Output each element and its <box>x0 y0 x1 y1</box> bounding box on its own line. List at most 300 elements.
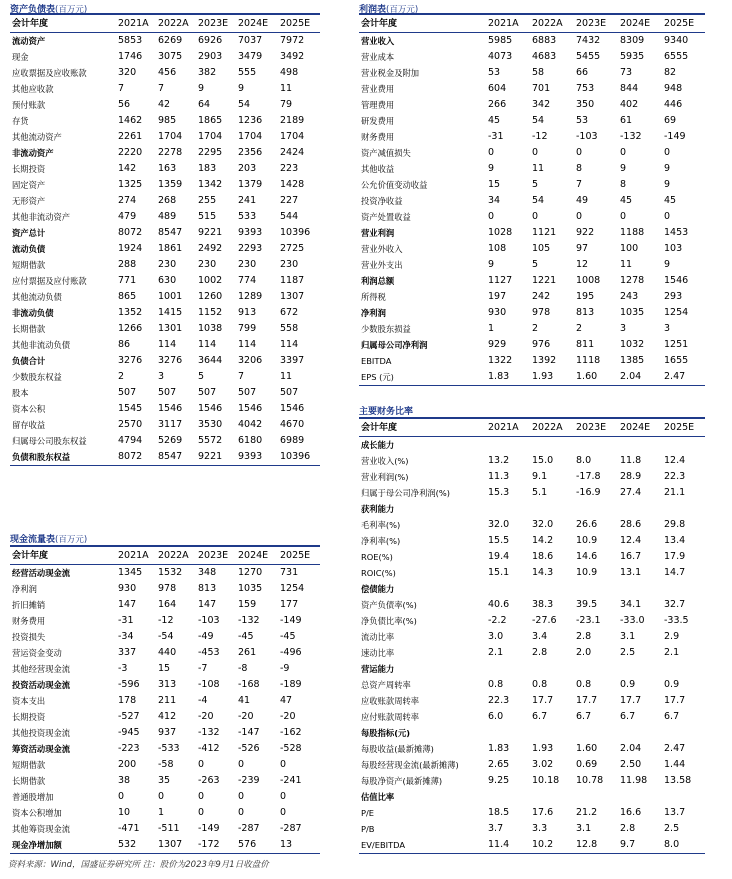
header-year: 2022A <box>532 14 576 33</box>
row-value: 9 <box>488 259 495 270</box>
row-value: 230 <box>280 259 299 270</box>
row-value: 2725 <box>280 243 305 254</box>
income-statement-table <box>359 13 705 386</box>
header-label: 会计年度 <box>359 418 488 437</box>
row-value: 2 <box>118 371 125 382</box>
row-value: 978 <box>532 307 551 318</box>
row-value: -20 <box>280 711 296 722</box>
row-value: 114 <box>198 339 217 350</box>
row-value: 21.1 <box>664 487 686 498</box>
row-value: 507 <box>238 387 257 398</box>
row-value: 7972 <box>280 35 305 46</box>
row-value: 32.0 <box>488 519 510 530</box>
row-value: 8072 <box>118 227 143 238</box>
table-row <box>10 129 320 145</box>
row-value: 8309 <box>620 35 645 46</box>
row-value: 2 <box>532 323 539 334</box>
row-value: 320 <box>118 67 137 78</box>
row-value: -27.6 <box>532 615 557 626</box>
row-value: 28.6 <box>620 519 642 530</box>
row-value: 2903 <box>198 51 223 62</box>
row-value: 45 <box>664 195 677 206</box>
row-label: 营业收入 <box>361 36 395 46</box>
table-row <box>359 693 705 709</box>
row-value: 1270 <box>238 567 263 578</box>
row-label: 股本 <box>12 388 29 398</box>
row-value: 13.58 <box>664 775 692 786</box>
row-value: 12.8 <box>576 837 620 854</box>
row-value: 42 <box>158 99 171 110</box>
row-value: 13.1 <box>620 567 642 578</box>
row-value: -533 <box>158 743 180 754</box>
table-row <box>10 33 320 50</box>
row-value <box>664 437 705 454</box>
row-value: 3397 <box>280 355 305 366</box>
row-value: 1236 <box>238 115 263 126</box>
row-label: 折旧摊销 <box>12 600 46 610</box>
row-value: 163 <box>158 163 177 174</box>
row-value: 5.1 <box>532 487 548 498</box>
row-value: 2.8 <box>576 631 592 642</box>
row-value: 1266 <box>118 323 143 334</box>
row-value: 544 <box>280 211 299 222</box>
table-row <box>10 417 320 433</box>
header-year: 2021A <box>118 14 158 33</box>
row-value: 1008 <box>576 275 601 286</box>
table-row <box>359 533 705 549</box>
balance-sheet-title-text: 资产负债表 <box>10 5 56 15</box>
row-value: 0 <box>238 791 245 802</box>
row-value: 9.25 <box>488 775 510 786</box>
table-row <box>359 837 705 854</box>
header-year: 2023E <box>198 546 238 565</box>
balance-sheet-grid <box>10 13 320 466</box>
row-value: 54 <box>238 99 251 110</box>
row-value <box>488 789 532 805</box>
row-label: 资本公积 <box>12 404 46 414</box>
row-value: 1453 <box>664 227 689 238</box>
row-value: 558 <box>280 323 299 334</box>
row-value: 1865 <box>198 115 223 126</box>
row-value: 2424 <box>280 147 305 158</box>
row-label: 其他经营现金流 <box>12 664 71 674</box>
row-label: 营业税金及附加 <box>361 68 420 78</box>
row-value: -54 <box>158 631 174 642</box>
table-row <box>10 725 320 741</box>
table-row <box>10 353 320 369</box>
row-value: 35 <box>158 775 171 786</box>
row-value: 0 <box>198 791 205 802</box>
row-value: 929 <box>488 339 507 350</box>
row-value: -2.2 <box>488 615 507 626</box>
row-value <box>664 501 705 517</box>
row-value: 1 <box>158 807 165 818</box>
row-label: 负债合计 <box>12 356 46 366</box>
header-label: 会计年度 <box>10 14 118 33</box>
row-value: 5985 <box>488 35 513 46</box>
balance-sheet-unit: (百万元) <box>55 5 88 15</box>
table-row <box>359 177 705 193</box>
row-value: 108 <box>488 243 507 254</box>
row-value: 4042 <box>238 419 263 430</box>
row-label: 营业利润(%) <box>361 472 409 482</box>
header-year: 2023E <box>198 14 238 33</box>
table-row <box>359 369 705 386</box>
row-label: 公允价值变动收益 <box>361 180 428 190</box>
table-row <box>359 613 705 629</box>
row-value: -511 <box>158 823 180 834</box>
row-value: 103 <box>664 243 683 254</box>
table-row <box>10 305 320 321</box>
header-year: 2022A <box>158 14 198 33</box>
row-value: 555 <box>238 67 257 78</box>
row-label: 长期投资 <box>12 712 46 722</box>
row-value: 1352 <box>118 307 143 318</box>
row-value: 9 <box>664 179 671 190</box>
row-value: 12 <box>576 259 589 270</box>
row-label: 获利能力 <box>361 504 395 514</box>
row-value: 813 <box>576 307 595 318</box>
row-value: -287 <box>280 823 302 834</box>
row-value: 230 <box>158 259 177 270</box>
row-value: 1188 <box>620 227 645 238</box>
income-statement-unit: (百万元) <box>386 5 419 15</box>
row-value: 604 <box>488 83 507 94</box>
row-value: 6180 <box>238 435 263 446</box>
row-value: 1546 <box>280 403 305 414</box>
row-value: 440 <box>158 647 177 658</box>
row-value: 4794 <box>118 435 143 446</box>
row-value: 9 <box>664 259 671 270</box>
row-label: 资本公积增加 <box>12 808 62 818</box>
row-label: 每股经营现金流(最新摊薄) <box>361 760 459 770</box>
row-value: -528 <box>280 743 302 754</box>
row-value: 9393 <box>238 449 280 466</box>
row-label: 投资净收益 <box>361 196 403 206</box>
row-value: 2.1 <box>664 647 680 658</box>
row-value: 3.02 <box>532 759 554 770</box>
row-value: 6.7 <box>664 711 680 722</box>
row-value: 1655 <box>664 355 689 366</box>
header-year: 2021A <box>488 14 532 33</box>
row-value: 34.1 <box>620 599 642 610</box>
row-value <box>576 661 620 677</box>
row-value <box>488 661 532 677</box>
row-label: 营业收入(%) <box>361 456 409 466</box>
income-statement-title-text: 利润表 <box>359 5 387 15</box>
row-value: 53 <box>488 67 501 78</box>
table-header-row <box>359 418 705 437</box>
row-value: 17.7 <box>620 695 642 706</box>
row-value: 0 <box>238 759 245 770</box>
table-header-row <box>359 14 705 33</box>
row-value: 15.3 <box>488 487 510 498</box>
row-label: 毛利率(%) <box>361 520 401 530</box>
row-value: 268 <box>158 195 177 206</box>
row-value: -287 <box>238 823 260 834</box>
row-value: 5935 <box>620 51 645 62</box>
row-value: 0 <box>576 147 583 158</box>
row-label: 无形资产 <box>12 196 46 206</box>
row-value: -453 <box>198 647 220 658</box>
row-label: 少数股东损益 <box>361 324 411 334</box>
row-value: 313 <box>158 679 177 690</box>
row-value: 498 <box>280 67 299 78</box>
row-value: 2356 <box>238 147 263 158</box>
row-value <box>576 789 620 805</box>
row-label: 速动比率 <box>361 648 395 658</box>
row-value: 17.7 <box>576 695 598 706</box>
row-value: 11 <box>620 259 633 270</box>
row-label: 资产总计 <box>12 228 46 238</box>
row-value: 230 <box>238 259 257 270</box>
row-value: 21.2 <box>576 807 598 818</box>
row-value: -12 <box>532 131 548 142</box>
header-label: 会计年度 <box>10 546 118 565</box>
table-row <box>359 33 705 50</box>
row-value: 11 <box>280 371 293 382</box>
row-value: 274 <box>118 195 137 206</box>
row-value: 11.8 <box>620 455 642 466</box>
row-value <box>488 437 532 454</box>
row-value: 1379 <box>238 179 263 190</box>
row-label: 应收票据及应收账款 <box>12 68 87 78</box>
row-value <box>532 581 576 597</box>
ratios-grid <box>359 417 705 854</box>
row-value: 976 <box>532 339 551 350</box>
row-value: 0 <box>118 791 125 802</box>
row-value: 3276 <box>118 355 143 366</box>
row-label: 管理费用 <box>361 100 395 110</box>
row-value: 5 <box>532 259 539 270</box>
row-value: 0 <box>280 759 287 770</box>
row-value: 1.44 <box>664 759 686 770</box>
row-value: 197 <box>488 291 507 302</box>
row-label: 营运能力 <box>361 664 395 674</box>
row-value: 27.4 <box>620 487 642 498</box>
row-value: 10 <box>118 807 131 818</box>
row-label: 预付账款 <box>12 100 46 110</box>
table-row <box>359 661 705 677</box>
row-value: 6555 <box>664 51 689 62</box>
row-value: -103 <box>198 615 220 626</box>
row-value: -9 <box>280 663 290 674</box>
row-value: 14.6 <box>576 551 598 562</box>
row-value: -526 <box>238 743 260 754</box>
row-value: -20 <box>198 711 214 722</box>
row-label: 长期投资 <box>12 164 46 174</box>
row-value: 2492 <box>198 243 223 254</box>
row-label: 其他非流动资产 <box>12 212 71 222</box>
row-value <box>664 661 705 677</box>
table-row <box>359 677 705 693</box>
table-row <box>10 113 320 129</box>
row-value: 1 <box>488 323 495 334</box>
row-label: EPS (元) <box>359 369 488 386</box>
row-value: 56 <box>118 99 131 110</box>
row-value: 14.3 <box>532 567 554 578</box>
row-value: 0 <box>576 211 583 222</box>
table-row <box>359 453 705 469</box>
row-value: 532 <box>118 837 158 854</box>
row-label: 归属母公司股东权益 <box>12 436 87 446</box>
row-value: -412 <box>198 743 220 754</box>
row-label: 经营活动现金流 <box>12 568 71 578</box>
row-value: 10396 <box>280 449 320 466</box>
row-value <box>620 789 664 805</box>
row-value: 9 <box>664 163 671 174</box>
row-label: 长期借款 <box>12 776 46 786</box>
row-value: 97 <box>576 243 589 254</box>
table-row <box>10 741 320 757</box>
row-value: 0.9 <box>664 679 680 690</box>
row-value: 1.93 <box>532 369 576 386</box>
row-value: 26.6 <box>576 519 598 530</box>
row-value: 978 <box>158 583 177 594</box>
row-value: 64 <box>198 99 211 110</box>
table-row <box>359 581 705 597</box>
row-value: -147 <box>238 727 260 738</box>
row-value: 4683 <box>532 51 557 62</box>
table-row <box>10 273 320 289</box>
row-value: 844 <box>620 83 639 94</box>
table-row <box>359 209 705 225</box>
row-value: 9 <box>198 83 205 94</box>
row-value: 8.0 <box>664 837 705 854</box>
row-value: 16.6 <box>620 807 642 818</box>
table-row <box>359 437 705 454</box>
row-label: 营业费用 <box>361 84 395 94</box>
row-label: 净利润 <box>12 584 37 594</box>
row-value: 1322 <box>488 355 513 366</box>
row-value <box>576 725 620 741</box>
table-row <box>10 677 320 693</box>
row-value: 1254 <box>280 583 305 594</box>
row-label: 研发费用 <box>361 116 395 126</box>
row-label: 所得税 <box>361 292 386 302</box>
row-value: 8072 <box>118 449 158 466</box>
row-value: -33.5 <box>664 615 689 626</box>
row-value: 10.2 <box>532 837 576 854</box>
row-value: 6269 <box>158 35 183 46</box>
row-value: 9 <box>238 83 245 94</box>
header-year: 2025E <box>664 14 705 33</box>
row-value: 456 <box>158 67 177 78</box>
row-label: 现金 <box>12 52 29 62</box>
row-label: 资产减值损失 <box>361 148 411 158</box>
row-value: 5 <box>532 179 539 190</box>
row-value: 8 <box>576 163 583 174</box>
row-value: 930 <box>488 307 507 318</box>
row-label: 普通股增加 <box>12 792 54 802</box>
ratios-title-text: 主要财务比率 <box>359 407 414 417</box>
row-value: 10.18 <box>532 775 560 786</box>
row-value: 5572 <box>198 435 223 446</box>
row-value: 1325 <box>118 179 143 190</box>
row-value: -103 <box>576 131 598 142</box>
row-label: 流动资产 <box>12 36 46 46</box>
row-value: 28.9 <box>620 471 642 482</box>
row-value: 731 <box>280 567 299 578</box>
row-value: 1545 <box>118 403 143 414</box>
table-row <box>359 305 705 321</box>
row-value: 41 <box>238 695 251 706</box>
row-value: 164 <box>158 599 177 610</box>
table-row <box>10 821 320 837</box>
table-row <box>359 145 705 161</box>
row-value: 15 <box>158 663 171 674</box>
row-label: ROE(%) <box>361 552 393 562</box>
row-value: 45 <box>620 195 633 206</box>
row-label: 短期借款 <box>12 260 46 270</box>
row-value: 9 <box>620 163 627 174</box>
header-year: 2022A <box>532 418 576 437</box>
table-row <box>10 433 320 449</box>
row-value: 1260 <box>198 291 223 302</box>
row-value: 3117 <box>158 419 183 430</box>
row-value: 38.3 <box>532 599 554 610</box>
table-row <box>10 177 320 193</box>
table-header-row <box>10 546 320 565</box>
row-label: 非流动资产 <box>12 148 54 158</box>
row-value: 15.5 <box>488 535 510 546</box>
row-label: 其他筹资现金流 <box>12 824 71 834</box>
row-label: 净利率(%) <box>361 536 401 546</box>
row-value: 985 <box>158 115 177 126</box>
cash-flow-unit: (百万元) <box>55 535 88 545</box>
ratios-table <box>359 417 705 854</box>
row-value: 0 <box>488 211 495 222</box>
row-value: 32.7 <box>664 599 686 610</box>
cash-flow-title-text: 现金流量表 <box>10 535 56 545</box>
row-value: 69 <box>664 115 677 126</box>
row-value: 2189 <box>280 115 305 126</box>
table-row <box>10 613 320 629</box>
cash-flow-title <box>10 532 87 545</box>
table-row <box>359 821 705 837</box>
row-value: 261 <box>238 647 257 658</box>
row-value: 5 <box>198 371 205 382</box>
row-value: 337 <box>118 647 137 658</box>
row-value <box>576 501 620 517</box>
row-value: 66 <box>576 67 589 78</box>
row-value: 1546 <box>664 275 689 286</box>
row-value: 105 <box>532 243 551 254</box>
row-value <box>532 437 576 454</box>
row-value: 2293 <box>238 243 263 254</box>
row-value: 1359 <box>158 179 183 190</box>
row-value: 0 <box>280 807 287 818</box>
row-label: 其他收益 <box>361 164 395 174</box>
row-value: 255 <box>198 195 217 206</box>
table-row <box>359 709 705 725</box>
row-value: 147 <box>118 599 137 610</box>
row-value: 5455 <box>576 51 601 62</box>
row-label: 负债和股东权益 <box>10 449 118 466</box>
table-row <box>10 321 320 337</box>
row-value: 7 <box>576 179 583 190</box>
row-value: 3 <box>664 323 671 334</box>
header-year: 2025E <box>280 14 320 33</box>
row-value: 7 <box>158 83 165 94</box>
row-value: -132 <box>198 727 220 738</box>
row-value: 0 <box>198 759 205 770</box>
row-value: 1.93 <box>532 743 554 754</box>
table-row <box>359 485 705 501</box>
row-label: 少数股东权益 <box>12 372 62 382</box>
row-value: -496 <box>280 647 302 658</box>
row-value: 507 <box>158 387 177 398</box>
